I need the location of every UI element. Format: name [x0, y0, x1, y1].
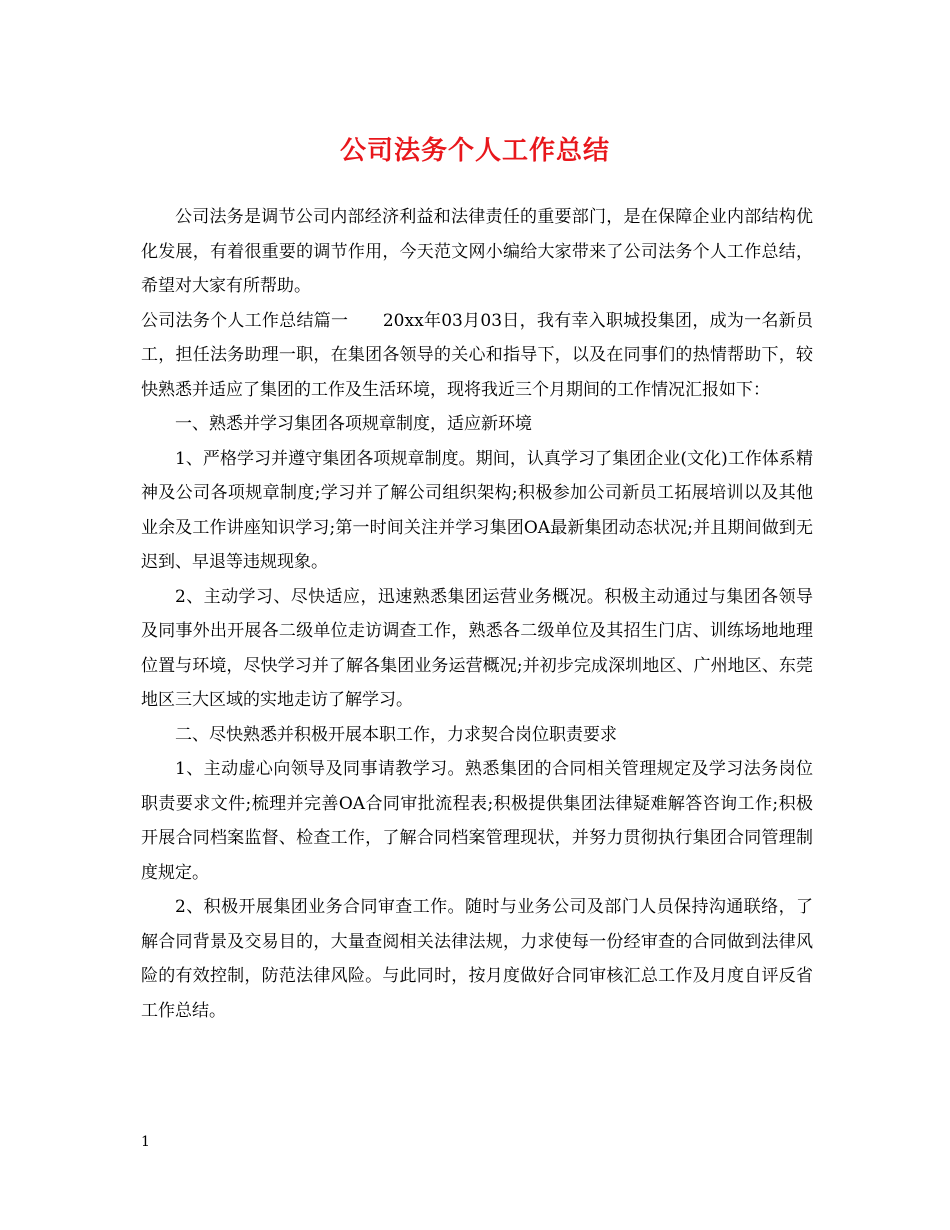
paragraph: 2、积极开展集团业务合同审查工作。随时与业务公司及部门人员保持沟通联络，了解合同背景及交易目的，大量查阅相关法律法规，力求使每一份经审查的合同做到法律风险的有效控制，防范法律风险。与此同时，按月度做好合同审核汇总工作及月度自评反省工作总结。 — [141, 897, 813, 1021]
paragraph: 1、严格学习并遵守集团各项规章制度。期间，认真学习了集团企业(文化)工作体系精神及公司各项规章制度;学习并了解公司组织架构;积极参加公司新员工拓展培训以及其他业余及工作讲座知识学习;第一时间关注并学习集团OA最新集团动态状况;并且期间做到无迟到、早退等违规现象。 — [141, 448, 813, 572]
paragraph: 1、主动虚心向领导及同事请教学习。熟悉集团的合同相关管理规定及学习法务岗位职责要求文件;梳理并完善OA合同审批流程表;积极提供集团法律疑难解答咨询工作;积极开展合同档案监督、检查工作，了解合同档案管理现状，并努力贯彻执行集团合同管理制度规定。 — [141, 759, 813, 883]
section-heading: 二、尽快熟悉并积极开展本职工作，力求契合岗位职责要求 — [175, 724, 617, 745]
paragraph: 公司法务是调节公司内部经济利益和法律责任的重要部门，是在保障企业内部结构优化发展，有着很重要的调节作用，今天范文网小编给大家带来了公司法务个人工作总结，希望对大家有所帮助。 — [141, 207, 813, 296]
page-number: 1 — [141, 1134, 150, 1150]
document-title: 公司法务个人工作总结 — [339, 136, 610, 166]
paragraph: 公司法务个人工作总结篇一 20xx年03月03日，我有幸入职城投集团，成为一名新员工，担任法务助理一职，在集团各领导的关心和指导下，以及在同事们的热情帮助下，较快熟悉并适应了集团的工作及生活环境，现将我近三个月期间的工作情况汇报如下： — [141, 310, 813, 400]
paragraph: 2、主动学习、尽快适应，迅速熟悉集团运营业务概况。积极主动通过与集团各领导及同事外出开展各二级单位走访调查工作，熟悉各二级单位及其招生门店、训练场地地理位置与环境，尽快学习并了解各集团业务运营概况;并初步完成深圳地区、广州地区、东莞地区三大区域的实地走访了解学习。 — [141, 586, 813, 710]
section-heading: 一、熟悉并学习集团各项规章制度，适应新环境 — [175, 414, 532, 434]
document-body — [141, 200, 813, 1028]
